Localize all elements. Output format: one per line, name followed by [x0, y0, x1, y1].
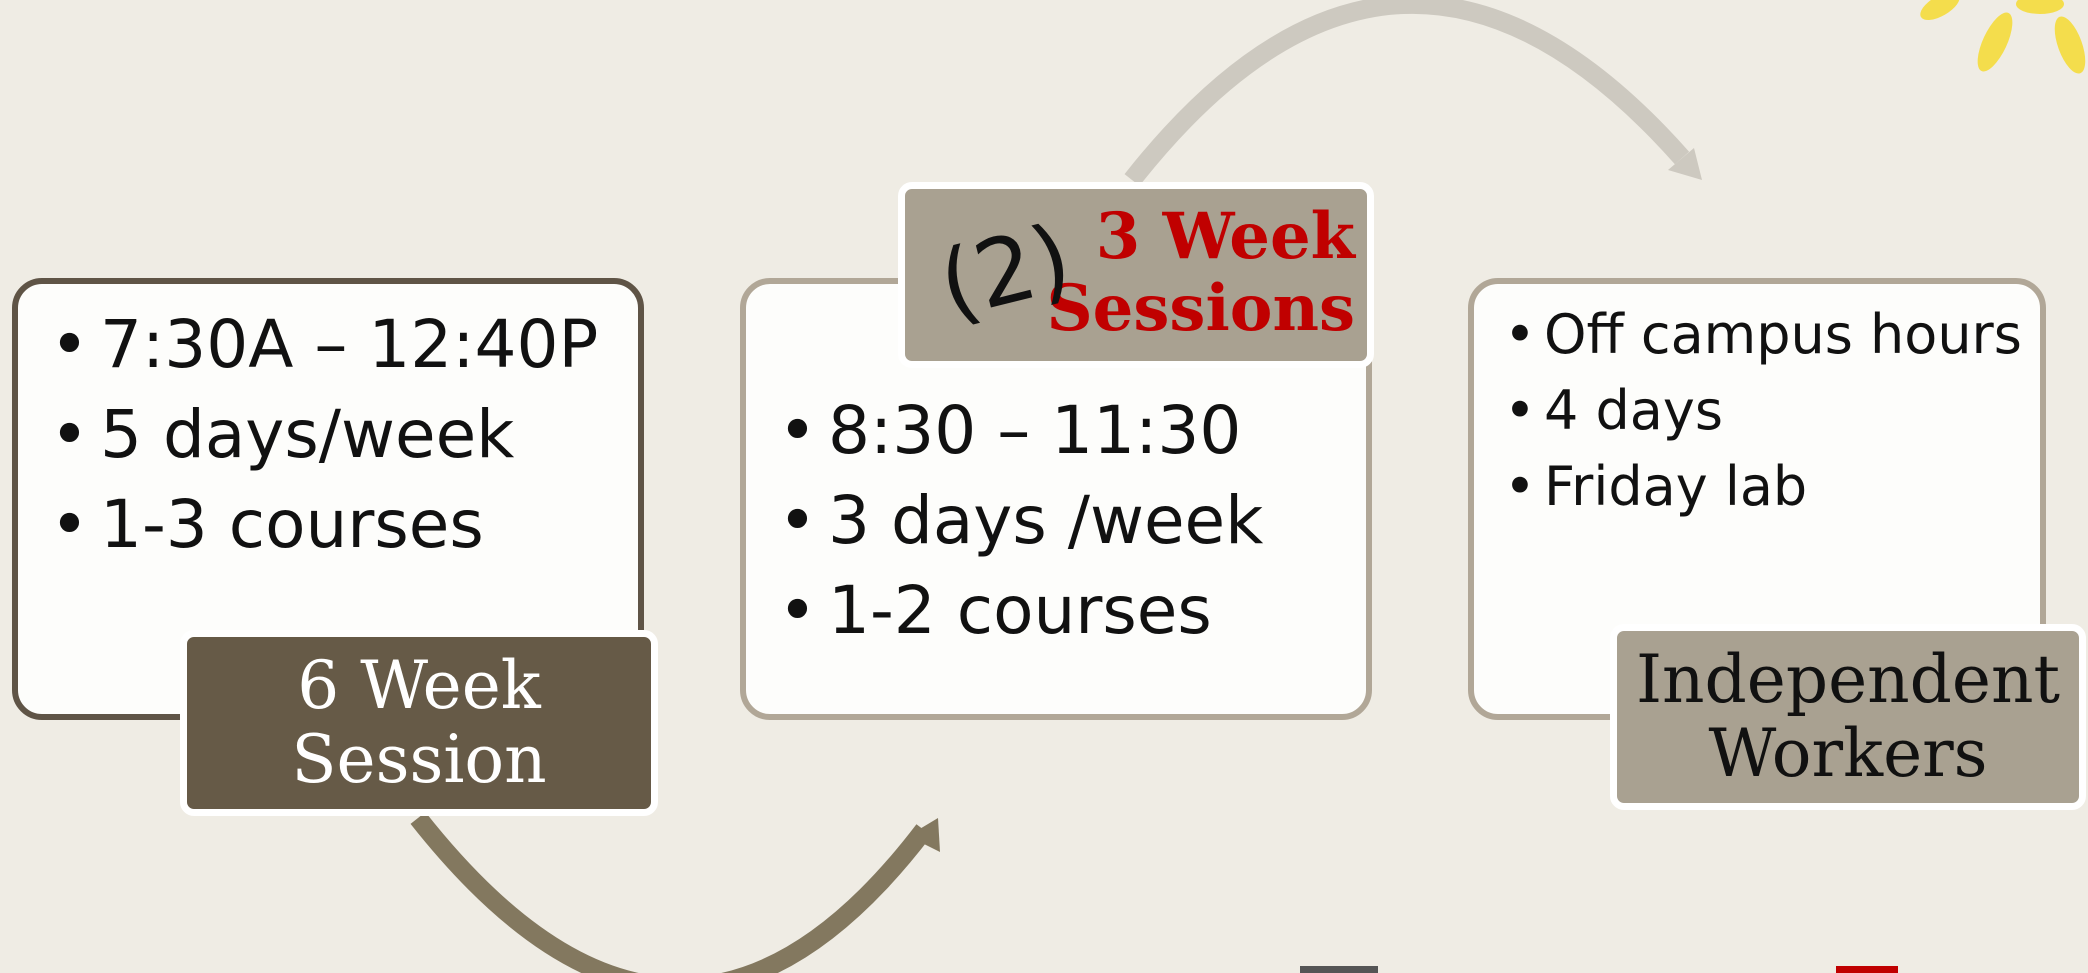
list-item: • 8:30 – 11:30 [828, 398, 1263, 464]
card-6-week-list [100, 306, 599, 582]
bottom-scribble-1 [1300, 966, 1378, 973]
label-line: 3 Week [1095, 199, 1355, 274]
list-item: • 1-3 courses [100, 492, 598, 558]
list-item: • 1-2 courses [828, 578, 1263, 644]
label-independent-workers [1610, 624, 2086, 810]
handwritten-note: (2) [928, 203, 1082, 340]
sun-decoration-icon [1916, 0, 2088, 77]
arrow-top-curve [1132, 4, 1682, 180]
label-6-week-session [180, 630, 658, 816]
list-item: • Friday lab [1544, 460, 2022, 514]
label-line: Independent [1635, 641, 2061, 719]
label-line: 6 Week [297, 647, 541, 725]
list-item: • 4 days [1544, 384, 2022, 438]
label-line: Sessions [1046, 271, 1355, 347]
bottom-scribble-2 [1836, 966, 1898, 973]
label-line: Workers [1708, 715, 1988, 792]
card-independent-list [1544, 303, 2022, 536]
label-3-week-text [1046, 201, 1355, 346]
list-item: • 3 days /week [828, 488, 1263, 554]
card-3-week-list [828, 392, 1264, 668]
list-item: • Off campus hours [1544, 308, 2022, 362]
arrow-bottom-curve [418, 818, 924, 973]
list-item: • 7:30A – 12:40P [100, 312, 598, 378]
label-line: Session [291, 721, 547, 798]
list-item: • 5 days/week [100, 402, 598, 468]
